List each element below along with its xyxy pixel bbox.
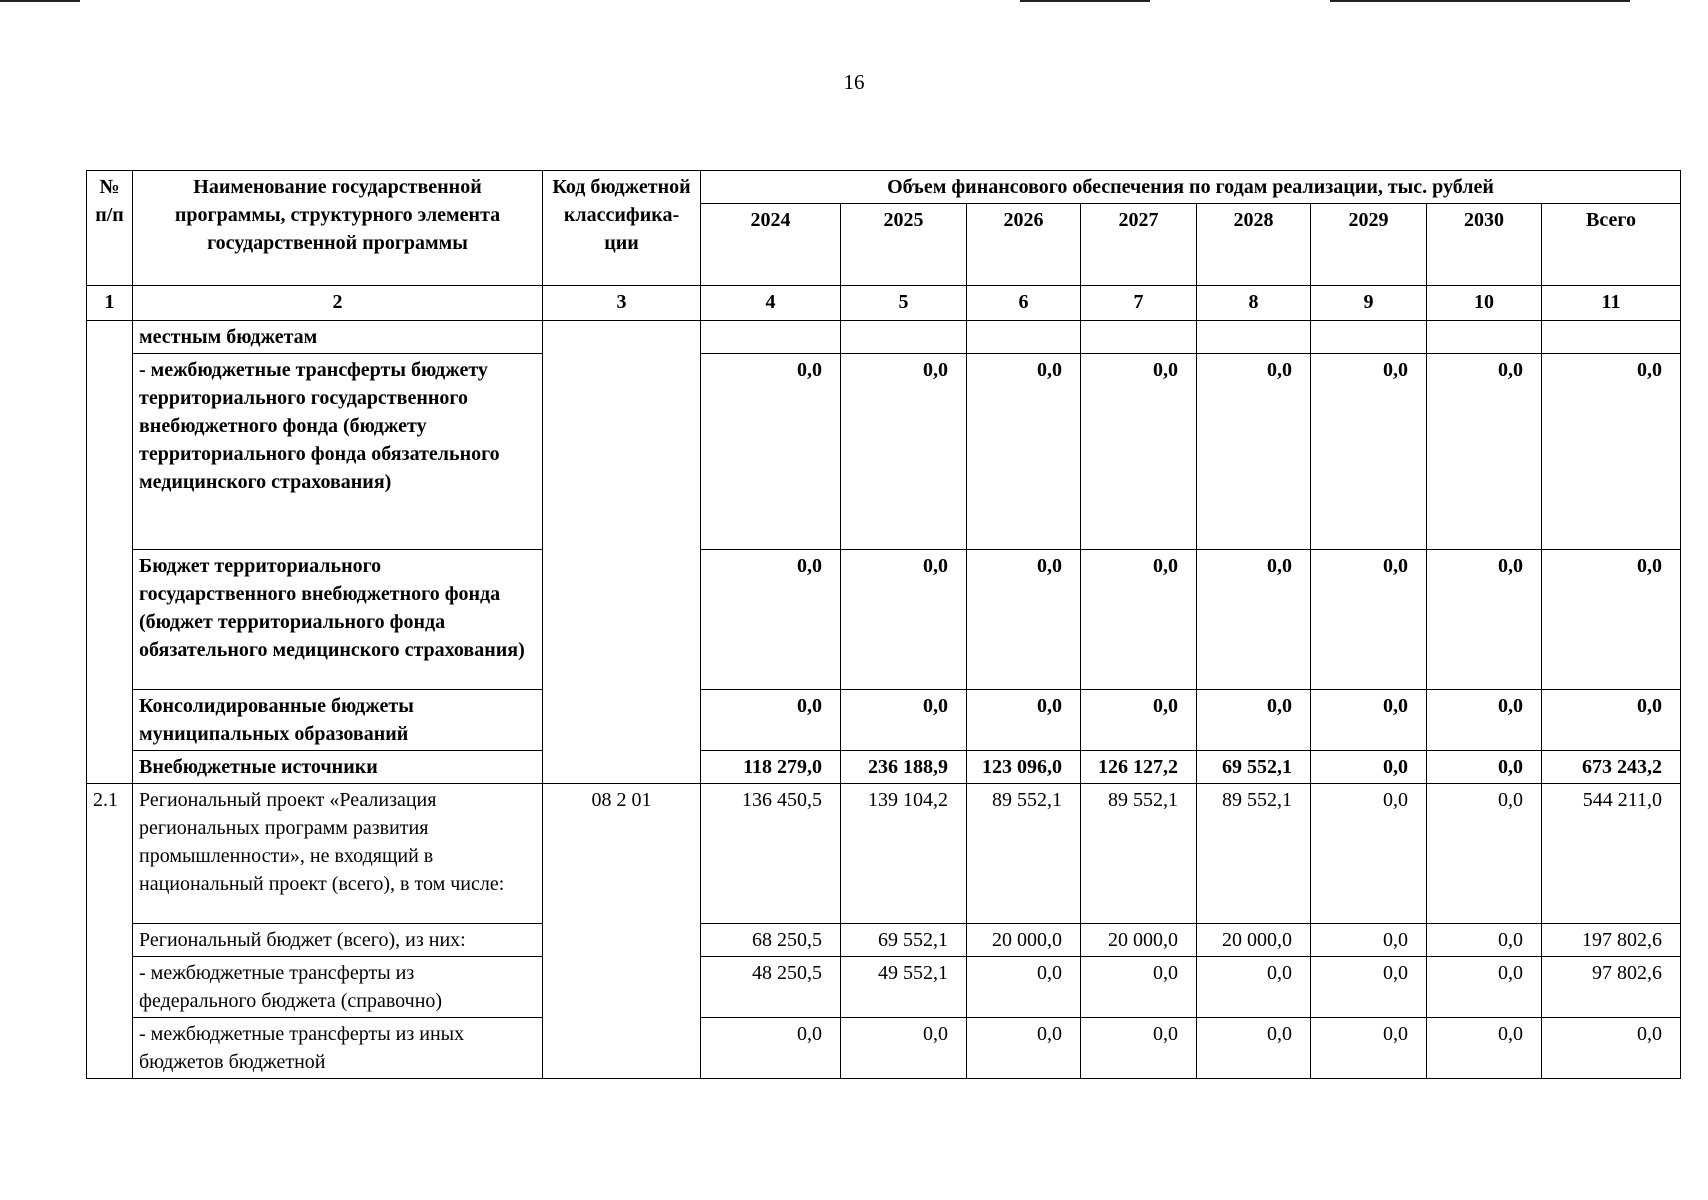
value-cell: 0,0 <box>841 690 967 751</box>
value-cell: 0,0 <box>1427 924 1542 957</box>
header-year: 2027 <box>1081 204 1197 286</box>
value-cell: 0,0 <box>967 690 1081 751</box>
value-cell: 0,0 <box>1197 690 1311 751</box>
value-cell: 0,0 <box>701 550 841 690</box>
row-name: - межбюджетные трансферты из иных бюджетов бюджетной <box>133 1018 543 1079</box>
row-number-cell <box>87 321 133 784</box>
value-cell: 0,0 <box>1081 354 1197 550</box>
column-number: 6 <box>967 286 1081 321</box>
header-year: 2025 <box>841 204 967 286</box>
value-cell: 0,0 <box>1197 1018 1311 1079</box>
row-name: Региональный проект «Реализация региональных программ развития промышленности», не входящий в национальный проект (всего), в том числе: <box>133 784 543 924</box>
value-cell: 0,0 <box>1311 1018 1427 1079</box>
column-number: 8 <box>1197 286 1311 321</box>
value-cell <box>1197 321 1311 354</box>
table-row <box>87 957 1681 1018</box>
column-number: 10 <box>1427 286 1542 321</box>
header-year: 2029 <box>1311 204 1427 286</box>
value-cell: 0,0 <box>1311 784 1427 924</box>
value-cell: 0,0 <box>1542 1018 1681 1079</box>
table-row <box>87 550 1681 690</box>
header-total: Всего <box>1542 204 1681 286</box>
table-row <box>87 924 1681 957</box>
table-row <box>87 1018 1681 1079</box>
value-cell <box>1542 321 1681 354</box>
column-number: 7 <box>1081 286 1197 321</box>
header-year: 2030 <box>1427 204 1542 286</box>
row-code-cell: 08 2 01 <box>543 784 701 1079</box>
value-cell <box>1427 321 1542 354</box>
value-cell: 544 211,0 <box>1542 784 1681 924</box>
table-row <box>87 321 1681 354</box>
value-cell <box>967 321 1081 354</box>
value-cell: 0,0 <box>1427 354 1542 550</box>
value-cell: 0,0 <box>967 550 1081 690</box>
table-row <box>87 690 1681 751</box>
scan-artifact-line <box>1020 0 1150 2</box>
header-row <box>87 171 1681 204</box>
row-name: - межбюджетные трансферты бюджету территориального государственного внебюджетного фонда (бюджету территориального фонда обязательного медицинского страхования) <box>133 354 543 550</box>
header-year: 2026 <box>967 204 1081 286</box>
column-number: 11 <box>1542 286 1681 321</box>
header-col-name: Наименование государственной программы, структурного элемента государственной программы <box>133 171 543 286</box>
value-cell: 69 552,1 <box>1197 751 1311 784</box>
table-row <box>87 354 1681 550</box>
value-cell <box>701 321 841 354</box>
value-cell: 69 552,1 <box>841 924 967 957</box>
row-name: Региональный бюджет (всего), из них: <box>133 924 543 957</box>
value-cell: 49 552,1 <box>841 957 967 1018</box>
value-cell: 0,0 <box>1427 957 1542 1018</box>
header-col-no: № п/п <box>87 171 133 286</box>
value-cell: 136 450,5 <box>701 784 841 924</box>
value-cell: 0,0 <box>1081 1018 1197 1079</box>
value-cell: 0,0 <box>841 1018 967 1079</box>
value-cell: 0,0 <box>1197 957 1311 1018</box>
value-cell: 48 250,5 <box>701 957 841 1018</box>
value-cell: 20 000,0 <box>1081 924 1197 957</box>
column-number: 5 <box>841 286 967 321</box>
value-cell <box>841 321 967 354</box>
value-cell: 0,0 <box>1311 690 1427 751</box>
value-cell: 89 552,1 <box>1197 784 1311 924</box>
column-number-row <box>87 286 1681 321</box>
value-cell: 0,0 <box>1311 957 1427 1018</box>
table-row <box>87 751 1681 784</box>
header-year: 2028 <box>1197 204 1311 286</box>
header-col-volume: Объем финансового обеспечения по годам реализации, тыс. рублей <box>701 171 1681 204</box>
value-cell: 0,0 <box>1081 690 1197 751</box>
value-cell: 0,0 <box>1427 751 1542 784</box>
row-name: местным бюджетам <box>133 321 543 354</box>
column-number: 4 <box>701 286 841 321</box>
value-cell: 118 279,0 <box>701 751 841 784</box>
value-cell <box>1081 321 1197 354</box>
value-cell: 0,0 <box>1427 784 1542 924</box>
scan-artifact-line <box>0 0 80 2</box>
value-cell: 0,0 <box>967 957 1081 1018</box>
row-name: Внебюджетные источники <box>133 751 543 784</box>
value-cell: 0,0 <box>1427 1018 1542 1079</box>
value-cell: 89 552,1 <box>1081 784 1197 924</box>
value-cell: 0,0 <box>1311 751 1427 784</box>
value-cell: 0,0 <box>1427 690 1542 751</box>
value-cell: 68 250,5 <box>701 924 841 957</box>
row-name: Консолидированные бюджеты муниципальных образований <box>133 690 543 751</box>
value-cell: 139 104,2 <box>841 784 967 924</box>
value-cell: 89 552,1 <box>967 784 1081 924</box>
value-cell: 0,0 <box>1197 354 1311 550</box>
value-cell: 0,0 <box>701 1018 841 1079</box>
column-number: 1 <box>87 286 133 321</box>
table-row <box>87 784 1681 924</box>
row-name: - межбюджетные трансферты из федерального бюджета (справочно) <box>133 957 543 1018</box>
value-cell: 0,0 <box>841 354 967 550</box>
value-cell: 0,0 <box>1542 354 1681 550</box>
value-cell: 0,0 <box>1311 924 1427 957</box>
header-year: 2024 <box>701 204 841 286</box>
value-cell: 0,0 <box>1542 690 1681 751</box>
value-cell: 673 243,2 <box>1542 751 1681 784</box>
column-number: 3 <box>543 286 701 321</box>
value-cell: 0,0 <box>841 550 967 690</box>
value-cell: 0,0 <box>967 354 1081 550</box>
value-cell: 0,0 <box>701 690 841 751</box>
value-cell: 0,0 <box>1081 550 1197 690</box>
value-cell: 0,0 <box>1542 550 1681 690</box>
scan-artifact-line <box>1330 0 1630 2</box>
row-number-cell: 2.1 <box>87 784 133 1079</box>
value-cell: 0,0 <box>701 354 841 550</box>
value-cell: 236 188,9 <box>841 751 967 784</box>
row-code-cell <box>543 321 701 784</box>
value-cell: 20 000,0 <box>1197 924 1311 957</box>
value-cell: 123 096,0 <box>967 751 1081 784</box>
value-cell: 0,0 <box>1311 354 1427 550</box>
value-cell: 0,0 <box>967 1018 1081 1079</box>
value-cell: 0,0 <box>1197 550 1311 690</box>
budget-table <box>86 170 1681 1079</box>
value-cell <box>1311 321 1427 354</box>
value-cell: 0,0 <box>1427 550 1542 690</box>
value-cell: 0,0 <box>1081 957 1197 1018</box>
header-col-code: Код бюджетной классифика-ции <box>543 171 701 286</box>
row-name: Бюджет территориального государственного внебюджетного фонда (бюджет территориального фонда обязательного медицинского страхования) <box>133 550 543 690</box>
column-number: 9 <box>1311 286 1427 321</box>
page-number: 16 <box>843 70 865 94</box>
value-cell: 126 127,2 <box>1081 751 1197 784</box>
value-cell: 0,0 <box>1311 550 1427 690</box>
value-cell: 97 802,6 <box>1542 957 1681 1018</box>
value-cell: 197 802,6 <box>1542 924 1681 957</box>
value-cell: 20 000,0 <box>967 924 1081 957</box>
column-number: 2 <box>133 286 543 321</box>
